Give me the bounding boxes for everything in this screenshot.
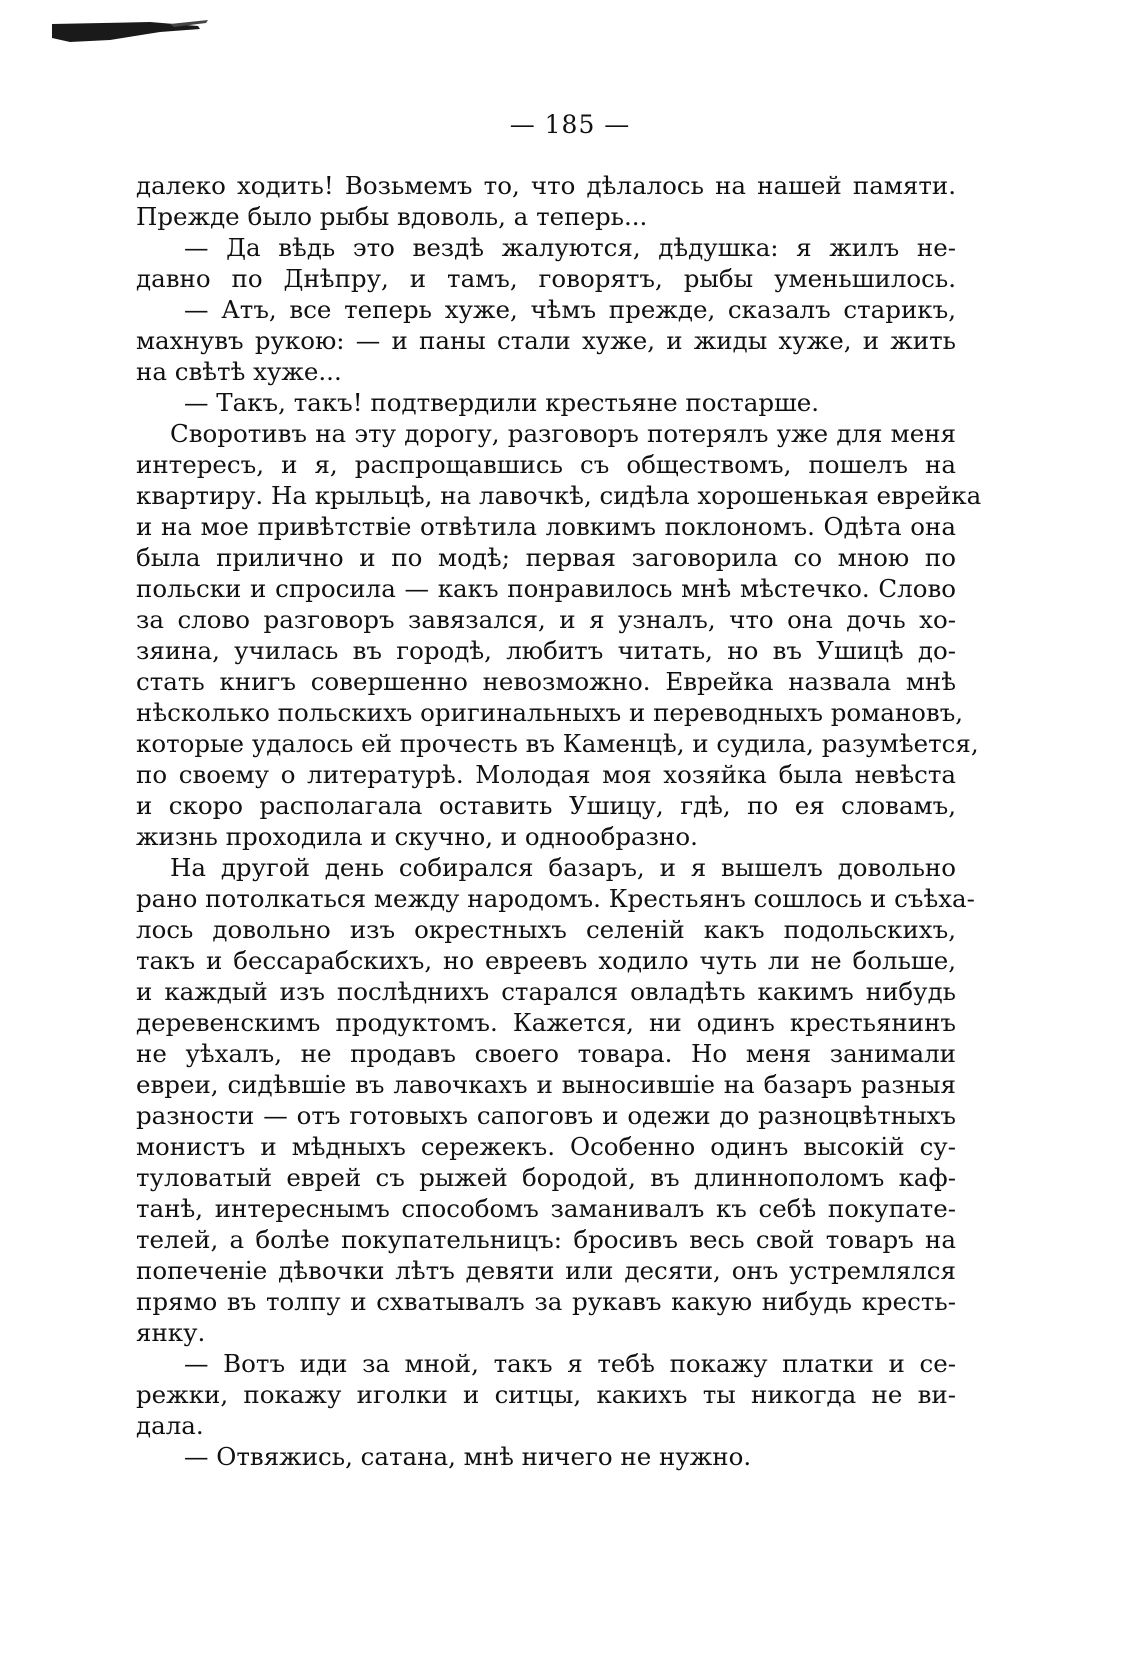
text-line: рано потолкаться между народомъ. Крестьянъ сошлось и съѣха-	[136, 884, 975, 913]
text-line: давно по Днѣпру, и тамъ, говорятъ, рыбы уменьшилось.	[136, 264, 956, 293]
text-line: далеко ходить! Возьмемъ то, что дѣлалось на нашей памяти.	[136, 171, 956, 200]
text-line: лось довольно изъ окрестныхъ селеній какъ подольскихъ,	[136, 915, 956, 944]
text-line: и на мое привѣтствіе отвѣтила ловкимъ поклономъ. Одѣта она	[136, 512, 956, 541]
text-line: евреи, сидѣвшіе въ лавочкахъ и выносившіе на базаръ разныя	[136, 1070, 956, 1099]
page-number: — 185 —	[509, 110, 631, 139]
text-line: польски и спросила — какъ понравилось мнѣ мѣстечко. Слово	[136, 574, 956, 603]
text-line: попеченіе дѣвочки лѣтъ девяти или десяти, онъ устремлялся	[136, 1256, 956, 1285]
text-line: стать книгъ совершенно невозможно. Еврейка назвала мнѣ	[136, 667, 956, 696]
text-line: дала.	[136, 1411, 204, 1440]
text-line: жизнь проходила и скучно, и однообразно.	[136, 822, 698, 851]
text-line: зяина, училась въ городѣ, любитъ читать, но въ Ушицѣ до-	[136, 636, 956, 665]
text-line: по своему о литературѣ. Молодая моя хозяйка была невѣста	[136, 760, 956, 789]
text-line: — Атъ, все теперь хуже, чѣмъ прежде, сказалъ старикъ,	[184, 295, 956, 324]
text-line: — Отвяжись, сатана, мнѣ ничего не нужно.	[184, 1442, 752, 1471]
text-line: Прежде было рыбы вдоволь, а теперь...	[136, 202, 648, 231]
text-line: на свѣтѣ хуже...	[136, 357, 342, 386]
text-line: квартиру. На крыльцѣ, на лавочкѣ, сидѣла хорошенькая еврейка	[136, 481, 982, 510]
text-line: — Такъ, такъ! подтвердили крестьяне постарше.	[184, 388, 820, 417]
text-line: деревенскимъ продуктомъ. Кажется, ни одинъ крестьянинъ	[136, 1008, 956, 1037]
text-line: такъ и бессарабскихъ, но евреевъ ходило чуть ли не больше,	[136, 946, 956, 975]
text-line: интересъ, и я, распрощавшись съ обществомъ, пошелъ на	[136, 450, 956, 479]
text-line: разности — отъ готовыхъ сапоговъ и одежи до разноцвѣтныхъ	[136, 1101, 956, 1130]
text-line: — Да вѣдь это вездѣ жалуются, дѣдушка: я жилъ не-	[184, 233, 956, 262]
text-line: прямо въ толпу и схватывалъ за рукавъ какую нибудь кресть-	[136, 1287, 956, 1316]
ink-smudge-mark	[50, 18, 210, 48]
page-body-text	[136, 170, 982, 1472]
text-line: и скоро располагала оставить Ушицу, гдѣ, по ея словамъ,	[136, 791, 956, 820]
text-line: не уѣхалъ, не продавъ своего товара. Но меня занимали	[136, 1039, 956, 1068]
text-line: режки, покажу иголки и ситцы, какихъ ты никогда не ви-	[136, 1380, 956, 1409]
text-line: телей, а болѣе покупательницъ: бросивъ весь свой товаръ на	[136, 1225, 956, 1254]
text-line: махнувъ рукою: — и паны стали хуже, и жиды хуже, и жить	[136, 326, 956, 355]
text-line: нѣсколько польскихъ оригинальныхъ и переводныхъ романовъ,	[136, 698, 964, 727]
text-line: и каждый изъ послѣднихъ старался овладѣть какимъ нибудь	[136, 977, 956, 1006]
text-line: — Вотъ иди за мной, такъ я тебѣ покажу платки и се-	[184, 1349, 956, 1378]
text-line: танѣ, интереснымъ способомъ заманивалъ къ себѣ покупате-	[136, 1194, 956, 1223]
text-line: янку.	[136, 1318, 206, 1347]
text-line: за слово разговоръ завязался, и я узналъ, что она дочь хо-	[136, 605, 956, 634]
text-line: На другой день собирался базаръ, и я вышелъ довольно	[170, 853, 956, 882]
text-line: Своротивъ на эту дорогу, разговоръ потерялъ уже для меня	[170, 419, 956, 448]
text-line: монистъ и мѣдныхъ сережекъ. Особенно одинъ высокій су-	[136, 1132, 956, 1161]
text-line: туловатый еврей съ рыжей бородой, въ длиннополомъ каф-	[136, 1163, 956, 1192]
text-line: была прилично и по модѣ; первая заговорила со мною по	[136, 543, 956, 572]
text-line: которые удалось ей прочесть въ Каменцѣ, и судила, разумѣется,	[136, 729, 979, 758]
